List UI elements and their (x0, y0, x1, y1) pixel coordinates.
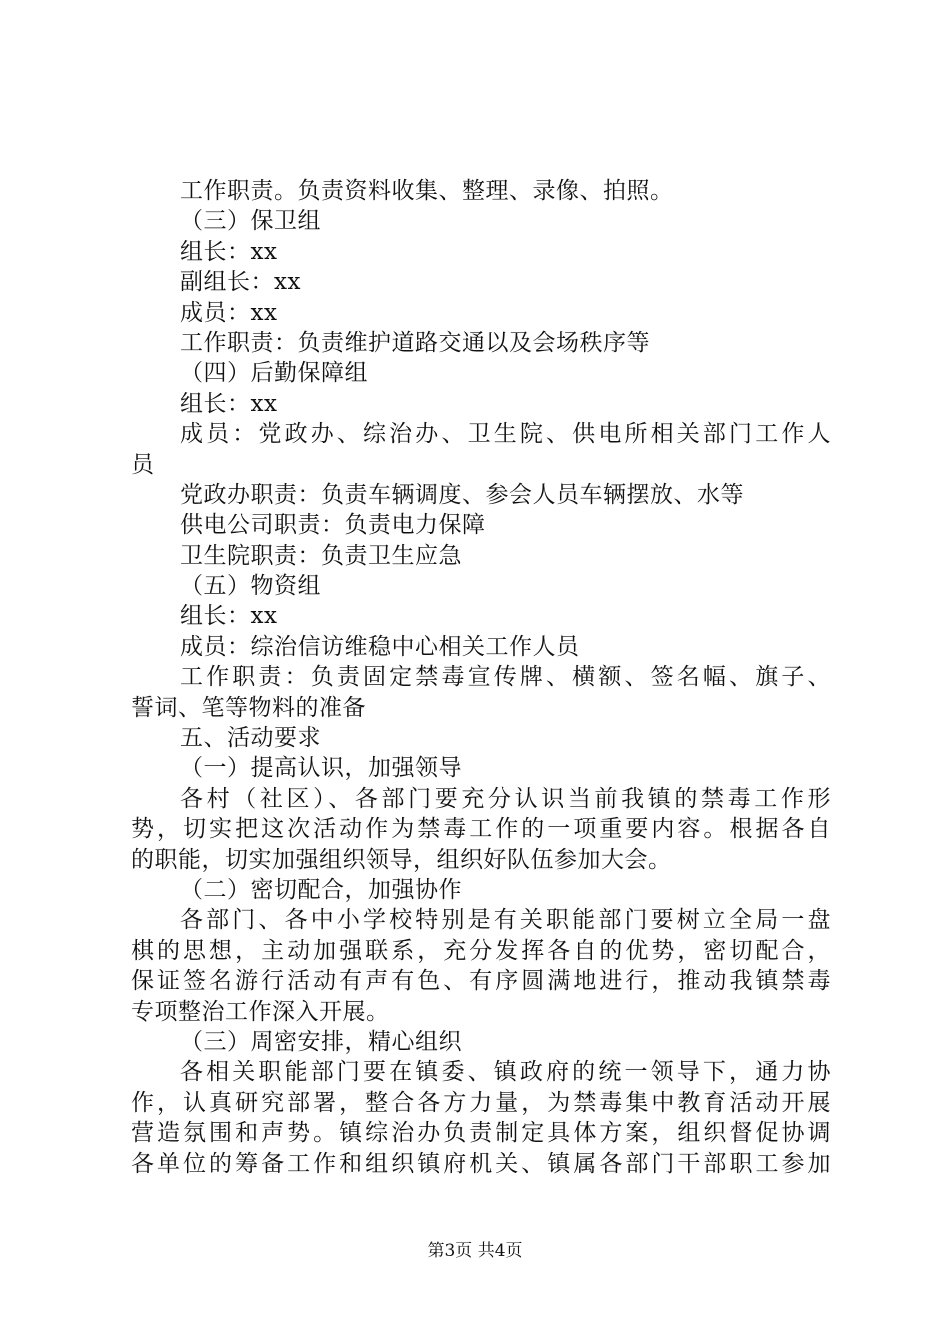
text-line: 各村（社区）、各部门要充分认识当前我镇的禁毒工作形 (180, 785, 831, 812)
section-heading: （一）提高认识，加强领导 (180, 755, 462, 782)
text-line: 成员：综治信访维稳中心相关工作人员 (180, 633, 580, 660)
text-line: 棋的思想，主动加强联系，充分发挥各自的优势，密切配合， (131, 937, 831, 964)
text-line: 誓词、笔等物料的准备 (131, 694, 366, 721)
text-line: 工作职责：负责维护道路交通以及会场秩序等 (180, 329, 650, 356)
document-body (131, 176, 831, 1179)
text-line: 势，切实把这次活动作为禁毒工作的一项重要内容。根据各自 (131, 816, 831, 843)
text-line: 组长：xx (180, 238, 278, 265)
text-line: 员 (131, 451, 155, 478)
section-heading: （四）后勤保障组 (180, 360, 368, 387)
section-heading: （三）周密安排，精心组织 (180, 1028, 462, 1055)
text-line: 供电公司职责：负责电力保障 (180, 512, 486, 539)
text-line: 各相关职能部门要在镇委、镇政府的统一领导下，通力协 (180, 1059, 831, 1086)
text-line: 副组长：xx (180, 269, 301, 296)
text-line: 成员：xx (180, 299, 278, 326)
text-line: 的职能，切实加强组织领导，组织好队伍参加大会。 (131, 846, 672, 873)
section-heading: （三）保卫组 (180, 208, 321, 235)
text-line: 营造氛围和声势。镇综治办负责制定具体方案，组织督促协调 (131, 1120, 831, 1147)
text-line: 成员：党政办、综治办、卫生院、供电所相关部门工作人 (180, 421, 831, 448)
text-line: 组长：xx (180, 603, 278, 630)
text-line: 工作职责：负责固定禁毒宣传牌、横额、签名幅、旗子、 (180, 664, 831, 691)
text-line: 各单位的筹备工作和组织镇府机关、镇属各部门干部职工参加 (131, 1150, 831, 1177)
text-line: 党政办职责：负责车辆调度、参会人员车辆摆放、水等 (180, 481, 744, 508)
section-heading: （五）物资组 (180, 573, 321, 600)
text-line: 各部门、各中小学校特别是有关职能部门要树立全局一盘 (180, 907, 831, 934)
text-line: 专项整治工作深入开展。 (131, 998, 390, 1025)
text-line: 工作职责。负责资料收集、整理、录像、拍照。 (180, 178, 674, 204)
text-line: 作，认真研究部署，整合各方力量，为禁毒集中教育活动开展 (131, 1089, 831, 1116)
section-heading: 五、活动要求 (180, 725, 321, 752)
text-line: 保证签名游行活动有声有色、有序圆满地进行，推动我镇禁毒 (131, 968, 831, 995)
section-heading: （二）密切配合，加强协作 (180, 876, 462, 903)
page-number-footer: 第3页 共4页 (427, 1241, 523, 1261)
text-line: 组长：xx (180, 390, 278, 417)
text-line: 卫生院职责：负责卫生应急 (180, 542, 462, 569)
